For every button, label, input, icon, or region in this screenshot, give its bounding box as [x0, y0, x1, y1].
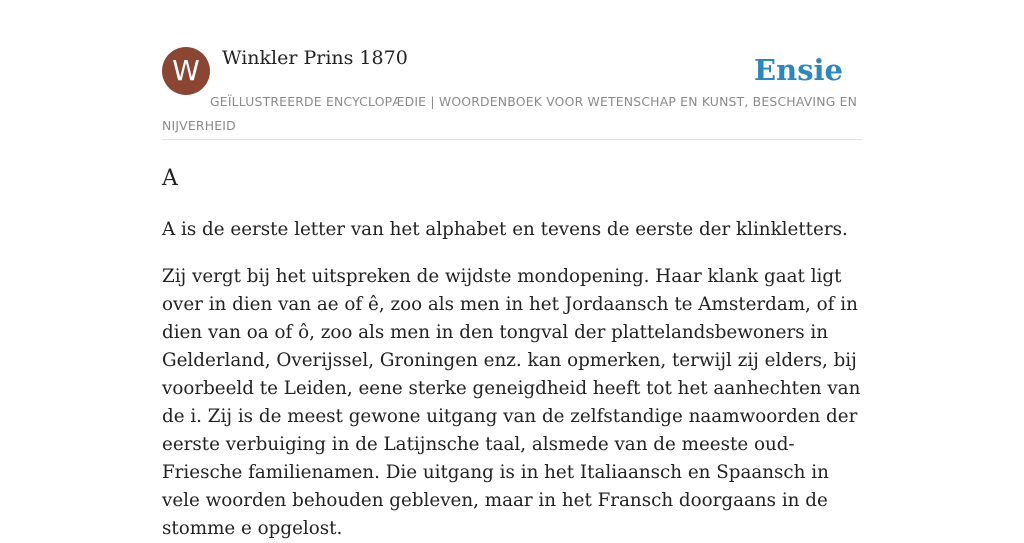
brand-logo[interactable]: Ensie [754, 53, 843, 87]
divider [162, 139, 862, 140]
entry-title: A [162, 166, 178, 191]
entry-paragraph: A is de eerste letter van het alphabet en tevens de eerste der klinkletters. [162, 219, 848, 240]
avatar[interactable]: W [162, 47, 210, 95]
source-subtitle: GEÏLLUSTREERDE ENCYCLOPÆDIE | WOORDENBOEK VOOR WETENSCHAP EN KUNST, BESCHAVING EN NIJVERHEID [162, 94, 858, 133]
entry-paragraph: Zij vergt bij het uitspreken de wijdste mondopening. Haar klank gaat ligt over in dien van ae of ê, zoo als men in het Jordaansch te Amsterdam, of in dien van oa of ô, zoo als men in den tongval der plattelandsbewoners in Gelderland, Overijssel, Groningen enz. kan opmerken, terwijl zij elders, bij voorbeeld te Leiden, eene sterke geneigdheid heeft tot het aanhechten van de i. Zij is de meest gewone uitgang van de zelfstandige naamwoorden der eerste verbuiging in de Latijnsche taal, alsmede van de meeste oud-Friesche familienamen. Die uitgang is in het Italiaansch en Spaansch in vele woorden behouden gebleven, maar in het Fransch doorgaans in de stomme e opgelost. [162, 266, 861, 539]
source-title[interactable]: Winkler Prins 1870 [222, 47, 408, 69]
